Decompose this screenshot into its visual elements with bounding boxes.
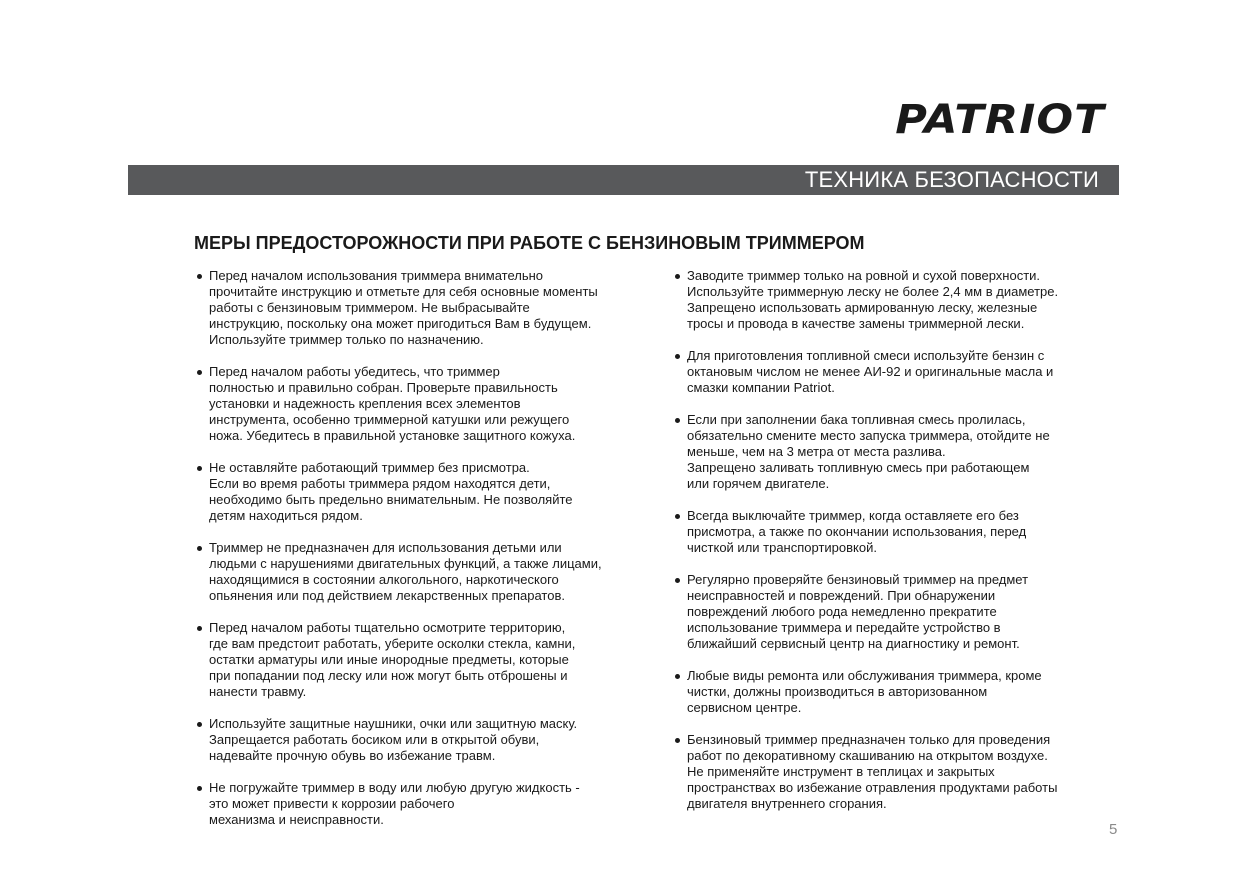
list-item-line: пространствах во избежание отравления продуктами работы <box>687 780 1058 795</box>
list-item-line: Заводите триммер только на ровной и сухой поверхности. <box>687 268 1041 283</box>
list-item-line: механизма и неисправности. <box>209 812 384 827</box>
list-item-line: Если во время работы триммера рядом находятся дети, <box>209 476 551 491</box>
list-item-line: Не погружайте триммер в воду или любую другую жидкость - <box>209 780 580 795</box>
list-item-line: надевайте прочную обувь во избежание травм. <box>209 748 496 763</box>
right-column-list <box>674 268 1104 828</box>
list-item <box>674 348 1104 396</box>
list-item-line: где вам предстоит работать, уберите осколки стекла, камни, <box>209 636 576 651</box>
list-item-line: ближайший сервисный центр на диагностику и ремонт. <box>687 636 1020 651</box>
bullet-icon <box>675 354 680 359</box>
list-item-line: или горячем двигателе. <box>687 476 830 491</box>
list-item <box>196 268 651 348</box>
list-item-line: необходимо быть предельно внимательным. Не позволяйте <box>209 492 573 507</box>
list-item-line: двигателя внутреннего сгорания. <box>687 796 887 811</box>
list-item-line: ножа. Убедитесь в правильной установке защитного кожуха. <box>209 428 576 443</box>
bullet-icon <box>675 674 680 679</box>
list-item-line: установки и надежность крепления всех элементов <box>209 396 521 411</box>
list-item <box>674 668 1104 716</box>
list-item-line: Используйте триммер только по назначению. <box>209 332 484 347</box>
list-item-line: опьянения или под действием лекарственных препаратов. <box>209 588 565 603</box>
list-item-line: Не оставляйте работающий триммер без присмотра. <box>209 460 530 475</box>
list-item-line: при попадании под леску или нож могут быть отброшены и <box>209 668 568 683</box>
list-item <box>196 540 651 604</box>
list-item-line: обязательно смените место запуска триммера, отойдите не <box>687 428 1050 443</box>
left-column-list <box>196 268 651 844</box>
list-item <box>674 268 1104 332</box>
list-item-line: Если при заполнении бака топливная смесь пролилась, <box>687 412 1026 427</box>
list-item-line: Регулярно проверяйте бензиновый триммер на предмет <box>687 572 1029 587</box>
bullet-icon <box>197 626 202 631</box>
bullet-icon <box>197 274 202 279</box>
section-header-bar <box>128 165 1119 195</box>
list-item-line: Перед началом работы убедитесь, что триммер <box>209 364 500 379</box>
page-number: 5 <box>1109 821 1118 838</box>
list-item <box>674 508 1104 556</box>
bullet-icon <box>675 418 680 423</box>
list-item-line: Перед началом работы тщательно осмотрите территорию, <box>209 620 566 635</box>
list-item-line: находящимися в состоянии алкогольного, наркотического <box>209 572 559 587</box>
list-item-line: неисправностей и повреждений. При обнаружении <box>687 588 996 603</box>
list-item-line: работ по декоративному скашиванию на открытом воздухе. <box>687 748 1048 763</box>
list-item-line: Запрещается работать босиком или в открытой обуви, <box>209 732 540 747</box>
list-item-line: работы с бензиновым триммером. Не выбрасывайте <box>209 300 530 315</box>
list-item-line: Не применяйте инструмент в теплицах и закрытых <box>687 764 995 779</box>
bullet-icon <box>197 370 202 375</box>
list-item <box>196 780 651 828</box>
list-item-line: инструкцию, поскольку она может пригодиться Вам в будущем. <box>209 316 592 331</box>
list-item <box>196 460 651 524</box>
list-item-line: Любые виды ремонта или обслуживания триммера, кроме <box>687 668 1042 683</box>
bullet-icon <box>675 578 680 583</box>
patriot-logo <box>880 96 1120 142</box>
page-heading: МЕРЫ ПРЕДОСТОРОЖНОСТИ ПРИ РАБОТЕ С БЕНЗИНОВЫМ ТРИММЕРОМ <box>194 233 865 253</box>
list-item-line: повреждений любого рода немедленно прекратите <box>687 604 997 619</box>
list-item-line: Триммер не предназначен для использования детьми или <box>209 540 562 555</box>
list-item-line: остатки арматуры или иные инородные предметы, которые <box>209 652 569 667</box>
list-item-line: присмотра, а также по окончании использования, перед <box>687 524 1027 539</box>
logo-wordmark <box>880 96 1120 142</box>
list-item-line: меньше, чем на 3 метра от места разлива. <box>687 444 946 459</box>
list-item-line: использование триммера и передайте устройство в <box>687 620 1001 635</box>
list-item <box>196 716 651 764</box>
list-item-line: чисткой или транспортировкой. <box>687 540 877 555</box>
list-item <box>196 364 651 444</box>
bullet-icon <box>197 466 202 471</box>
list-item-line: Запрещено использовать армированную леску, железные <box>687 300 1038 315</box>
list-item-line: прочитайте инструкцию и отметьте для себя основные моменты <box>209 284 598 299</box>
list-item-line: людьми с нарушениями двигательных функций, а также лицами, <box>209 556 602 571</box>
list-item-line: сервисном центре. <box>687 700 802 715</box>
bullet-icon <box>675 738 680 743</box>
bullet-icon <box>197 786 202 791</box>
list-item-line: смазки компании Patriot. <box>687 380 835 395</box>
bullet-icon <box>197 546 202 551</box>
list-item <box>674 412 1104 492</box>
bullet-icon <box>675 274 680 279</box>
list-item-line: октановым числом не менее АИ-92 и оригинальные масла и <box>687 364 1054 379</box>
list-item-line: Используйте защитные наушники, очки или защитную маску. <box>209 716 578 731</box>
list-item-line: Всегда выключайте триммер, когда оставляете его без <box>687 508 1019 523</box>
list-item-line: Для приготовления топливной смеси используйте бензин с <box>687 348 1045 363</box>
list-item-line: тросы и провода в качестве замены триммерной лески. <box>687 316 1025 331</box>
list-item-line: чистки, должны производиться в авторизованном <box>687 684 988 699</box>
list-item-line: Перед началом использования триммера внимательно <box>209 268 544 283</box>
list-item-line: нанести травму. <box>209 684 307 699</box>
bullet-icon <box>197 722 202 727</box>
list-item-line: Бензиновый триммер предназначен только для проведения <box>687 732 1051 747</box>
list-item-line: это может привести к коррозии рабочего <box>209 796 455 811</box>
list-item <box>674 732 1104 812</box>
section-title: ТЕХНИКА БЕЗОПАСНОСТИ <box>804 167 1099 192</box>
bullet-icon <box>675 514 680 519</box>
logo-text: PATRIOT <box>895 96 1105 142</box>
list-item-line: полностью и правильно собран. Проверьте правильность <box>209 380 558 395</box>
list-item-line: Используйте триммерную леску не более 2,4 мм в диаметре. <box>687 284 1059 299</box>
list-item-line: инструмента, особенно триммерной катушки или режущего <box>209 412 570 427</box>
list-item-line: детям находиться рядом. <box>209 508 363 523</box>
list-item-line: Запрещено заливать топливную смесь при работающем <box>687 460 1030 475</box>
list-item <box>674 572 1104 652</box>
list-item <box>196 620 651 700</box>
